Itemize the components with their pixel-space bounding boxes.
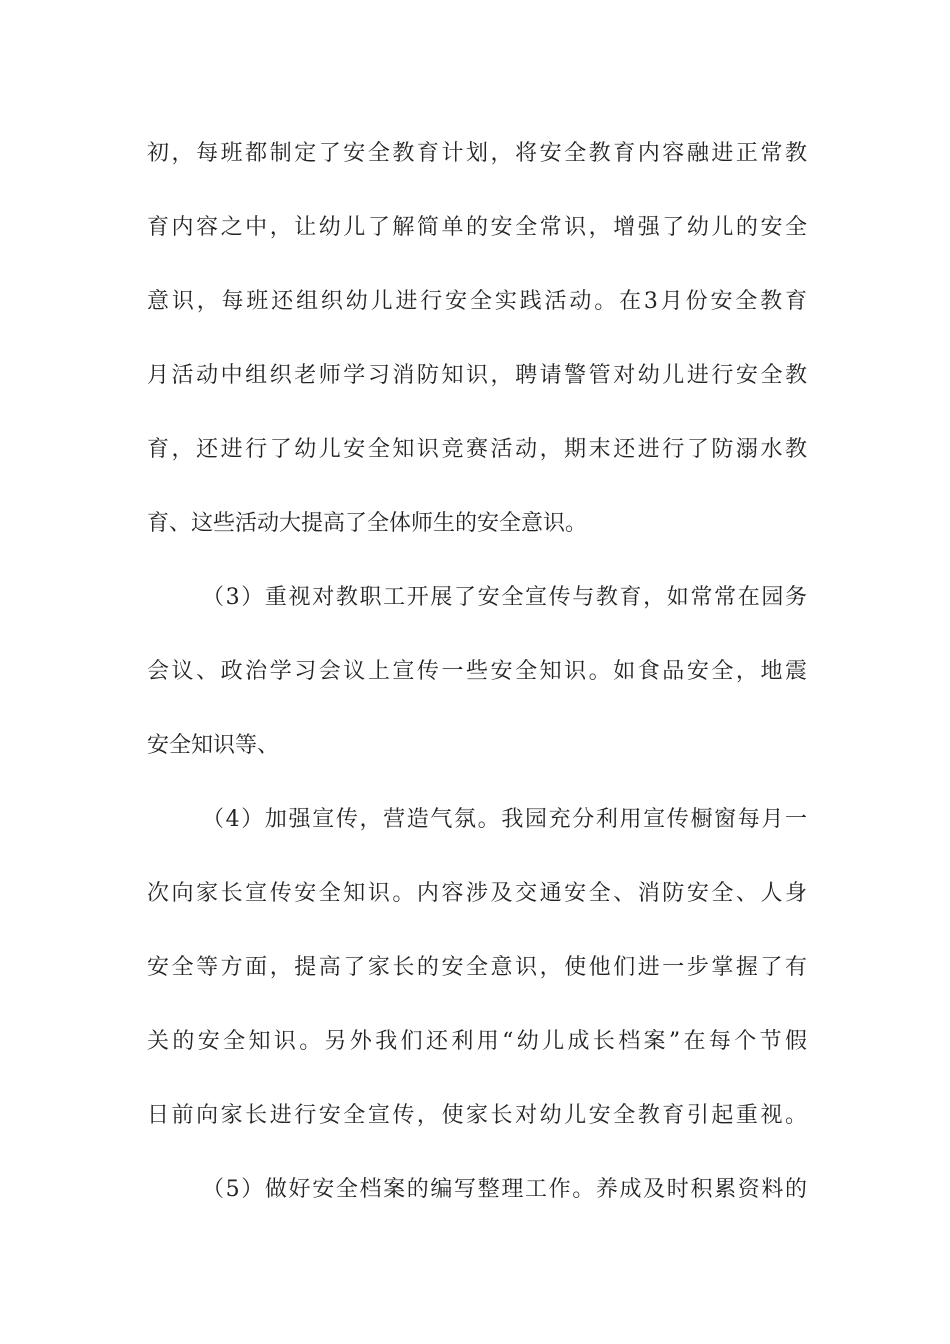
paragraph-3-first-line: （3）重视对教职工开展了安全宣传与教育，如常常在园务 (202, 585, 807, 610)
paragraph-4-first-line: （4）加强宣传，营造气氛。我园充分利用宣传橱窗每月一 (202, 807, 807, 832)
text-line: 月活动中组织老师学习消防知识，聘请警管对幼儿进行安全教 (147, 363, 807, 388)
text-line: 意识，每班还组织幼儿进行安全实践活动。在3月份安全教育 (147, 289, 807, 314)
text-line: 育、这些活动大提高了全体师生的安全意识。 (147, 511, 588, 536)
paragraph-5-first-line: （5）做好安全档案的编写整理工作。养成及时积累资料的 (202, 1177, 807, 1202)
text-line: 次向家长宣传安全知识。内容涉及交通安全、消防安全、人身 (147, 881, 807, 906)
text-line: 关的安全知识。另外我们还利用“幼儿成长档案”在每个节假 (147, 1029, 807, 1054)
text-line: 育内容之中，让幼儿了解简单的安全常识，增强了幼儿的安全 (147, 215, 807, 240)
text-line: 初，每班都制定了安全教育计划，将安全教育内容融进正常教 (147, 141, 807, 166)
text-line: 日前向家长进行安全宣传，使家长对幼儿安全教育引起重视。 (147, 1103, 807, 1128)
text-line: 育，还进行了幼儿安全知识竞赛活动，期末还进行了防溺水教 (147, 437, 807, 462)
text-line: 安全知识等、 (147, 733, 280, 758)
text-line: 会议、政治学习会议上宣传一些安全知识。如食品安全，地震 (147, 659, 807, 684)
text-line: 安全等方面，提高了家长的安全意识，使他们进一步掌握了有 (147, 955, 807, 980)
